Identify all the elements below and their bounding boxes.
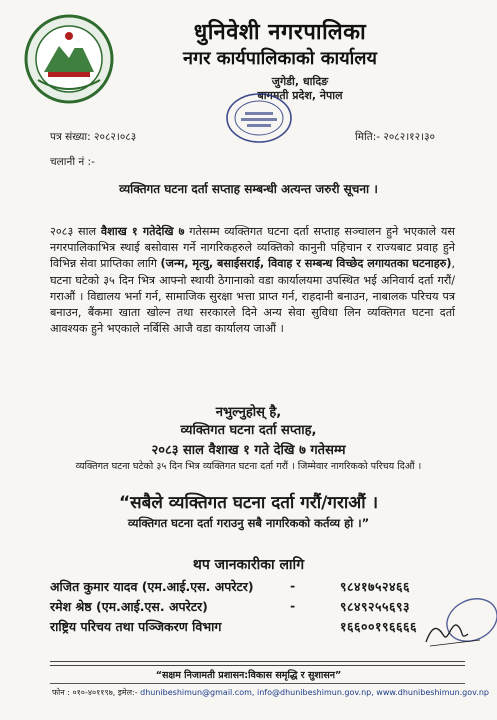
slogan-quote-sub: व्यक्तिगत घटना दर्ता गराउनु सबै नागरिकको कर्तव्य हो ।” bbox=[127, 516, 370, 530]
highlight-line-2: व्यक्तिगत घटना दर्ता सप्ताह, bbox=[180, 423, 317, 438]
footer-phone: फोन : ०१०-४०११९७, इमेल:- bbox=[52, 688, 141, 697]
office-name: धुनिवेशी नगरपालिका bbox=[193, 20, 367, 45]
contact-dash: - bbox=[290, 598, 296, 613]
body-text: गतेसम्म व्यक्तिगत घटना दर्ता सप्ताह सञ्चालन हुने भएकाले यस नगरपालिकाभित्र स्थाई बसोवास गर्ने नागरिकहरुले व्यक्तिको कानुनी पहिचान र राज्यबाट प्रवाह हुने विभिन्न सेवा प्राप्तिका लागि bbox=[50, 225, 455, 271]
contact-name: रमेश श्रेष्ठ (एम.आई.एस. अपरेटर) bbox=[50, 599, 208, 614]
contact-name: राष्ट्रिय परिचय तथा पञ्जिकरण विभाग bbox=[50, 619, 222, 634]
footer-emails[interactable]: dhunibeshimun@gmail.com, info@dhunibeshimun.gov.np, www.dhunibeshimun.gov.np bbox=[140, 688, 489, 697]
body-text-start: २०८३ साल bbox=[50, 225, 101, 238]
footer-divider bbox=[50, 661, 465, 662]
highlight-line-4: व्यक्तिगत घटना घटेको ३५ दिन भित्र व्यक्तिगत घटना दर्ता गरौं । जिम्मेवार नागरिकको परिचय दिऔं । bbox=[75, 461, 422, 472]
contact-row bbox=[50, 578, 450, 596]
reference-number: पत्र संख्या: २०८२।०८३ bbox=[50, 131, 137, 143]
slogan-quote: “सबैले व्यक्तिगत घटना दर्ता गरौं/गराऔं । bbox=[118, 493, 379, 513]
notice-body bbox=[50, 224, 455, 337]
footer-divider bbox=[50, 665, 465, 666]
contact-row bbox=[50, 618, 450, 636]
address-line-2: बागमती प्रदेश, नेपाल bbox=[257, 89, 343, 102]
footer-slogan: “सक्षम निजामती प्रशासन:विकास समृद्धि र सुशासन” bbox=[155, 670, 342, 681]
contact-row bbox=[50, 598, 450, 616]
office-subtitle: नगर कार्यपालिकाको कार्यालय bbox=[183, 48, 377, 69]
body-bold-events: (जन्म, मृत्यु, बसाईसराई, विवाह र सम्बन्ध विच्छेद लगायतका घटनाहरु) bbox=[160, 257, 452, 271]
contact-dash: - bbox=[290, 578, 296, 593]
footer-divider bbox=[50, 683, 465, 684]
contact-name: अजित कुमार यादव (एम.आई.एस. अपरेटर) bbox=[50, 579, 254, 594]
body-bold-dates: वैशाख १ गतेदेखि ७ bbox=[100, 225, 185, 238]
municipality-logo bbox=[24, 14, 114, 104]
letter-date: मिति:- २०८२।१२।३० bbox=[355, 131, 436, 143]
address-line-1: जुगेडी, धादिङ bbox=[271, 75, 329, 88]
office-stamp bbox=[223, 88, 295, 148]
signature-stamp bbox=[420, 590, 497, 660]
highlight-line-3: २०८३ साल वैशाख १ गते देखि ७ गतेसम्म bbox=[151, 443, 346, 458]
contact-phone: ९८४९२५५६९३ bbox=[340, 599, 411, 614]
highlight-line-1: नभुल्नुहोस् है, bbox=[215, 405, 282, 420]
body-text-end: , घटना घटेको ३५ दिन भित्र आफ्नो स्थायी ठेगानाको वडा कार्यालयमा उपस्थित भई अनिवार्य दर्ता गरौं/गराऔं । विद्यालय भर्ना गर्न, सामाजिक सुरक्षा भत्ता प्राप्त गर्न, राहदानी बनाउन, नाबालक परिचय पत्र बनाउन, बैंकमा खाता खोल्न तथा सरकारले दिने अन्य सेवा सुविधा लिन व्यक्तिगत घटना दर्ता आवश्यक हुने भएकाले नर्बिसि आजै वडा कार्यालय जाऔं । bbox=[50, 257, 455, 336]
dispatch-number: चलानी नं :- bbox=[50, 156, 95, 168]
notice-title: व्यक्तिगत घटना दर्ता सप्ताह सम्बन्धी अत्यन्त जरुरी सूचना । bbox=[119, 182, 378, 196]
contact-phone: ९८४१७५२४६६ bbox=[340, 579, 411, 594]
contact-title: थप जानकारीका लागि bbox=[192, 557, 305, 573]
footer-contact bbox=[52, 687, 489, 698]
contact-phone: १६६००१९६६६६ bbox=[340, 619, 418, 634]
